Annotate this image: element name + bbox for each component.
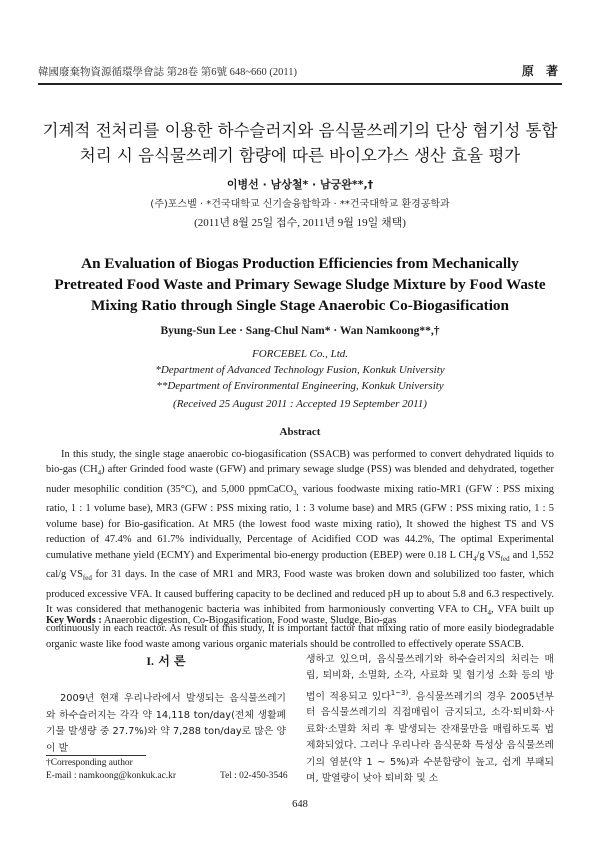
header-rule <box>38 83 562 85</box>
keywords <box>46 615 554 626</box>
section-title: 서 론 <box>154 654 186 668</box>
citation-ref: 1~3) <box>390 688 409 697</box>
affiliation-line: FORCEBEL Co., Ltd. <box>251 348 349 360</box>
section-number: I. <box>146 654 155 668</box>
korean-title-line: 기계적 전처리를 이용한 하수슬러지와 음식물쓰레기의 단상 혐기성 통합 <box>42 121 558 140</box>
korean-title-line: 처리 시 음식물쓰레기 함량에 따른 바이오가스 생산 효율 평가 <box>79 146 521 165</box>
footnote-rule <box>46 755 146 756</box>
korean-affiliations: (주)포스벨 · *건국대학교 신기술융합학과 · **건국대학교 환경공학과 <box>150 199 450 210</box>
abstract-heading: Abstract <box>279 426 321 438</box>
body-text: . 음식물쓰레기의 경우 2005년부터 음식물쓰레기의 직접매립이 금지되고, 소각·퇴비화·사료화·소멸화 처리 후 발생되는 잔재물만을 매립하도록 법제화되었다. 그러나 우리나라 음식문화 특성상 음식물쓰레기의 염분(약 1 ~ 5%)과 수분함량이 높고, 쉽게 부패되며, 발열량이 낮아 퇴비화 및 소 <box>306 691 554 785</box>
journal-citation: 韓國廢棄物資源循環學會誌 第28卷 第6號 648~660 (2011) <box>38 67 298 78</box>
subscript: 3, <box>293 488 299 497</box>
footnote-email: E-mail : namkoong@konkuk.ac.kr <box>46 771 176 781</box>
abstract-text: various foodwaste mixing ratio-MR1 (GFW : PSS mixing ratio, 1 : 1 volume base), MR3 (GFW : PSS mixing ratio, 1 : 3 volume base) and MR5 (GFW : PSS mixing ratio, 1 : 5 volume base) for Bio-gasification. At MR5 (the lowest food waste mixing ratio), It showed the highest TS and VS reduction of 47.4% and 61.7% individually, Percentage of Acidified COD was 44.2%, The optimal Experimental cumulative methane yield (ECMY) and Experimental bio-energy production (EBEP) were 0.18 L CH <box>46 483 554 561</box>
section-heading <box>46 652 286 669</box>
footnote <box>46 757 296 783</box>
abstract-text: and 1,552 cal/g VS <box>46 549 555 581</box>
body-text: 생하고 있으며, 음식물쓰레기와 하수슬러지의 처리는 매립, 퇴비화, 소멸화, 소각, 사료화 및 혐기성 소화 등의 방법이 적용되고 있다 <box>306 654 554 703</box>
abstract-text: , VFA built up continuously in each reactor. As result of this study, It is important factor that mixing ratio of more easily biodegradable organic waste like food waste among various organic materials should be controlled to effectively operate SSACB. <box>46 603 554 650</box>
english-title <box>30 253 570 316</box>
english-affiliations <box>30 346 570 394</box>
keywords-label: Key Words : <box>46 615 102 626</box>
korean-authors: 이병선 · 남상철* · 남궁완**,† <box>226 178 374 191</box>
running-header <box>38 62 562 80</box>
affiliation-line: **Department of Environmental Engineering, Konkuk University <box>156 380 444 392</box>
left-column <box>46 652 286 757</box>
affiliation-line: *Department of Advanced Technology Fusion, Konkuk University <box>155 364 445 376</box>
korean-dates: (2011년 8월 25일 접수, 2011년 9월 19일 채택) <box>194 217 406 229</box>
english-dates: (Received 25 August 2011 : Accepted 19 September 2011) <box>173 398 427 410</box>
keywords-text: Anaerobic digestion, Co-Biogasification, Food waste, Sludge, Bio-gas <box>101 615 397 626</box>
right-column <box>306 652 554 788</box>
english-authors: Byung-Sun Lee · Sang-Chul Nam* · Wan Namkoong**,† <box>160 325 440 337</box>
english-title-line: Pretreated Food Waste and Primary Sewage Sludge Mixture by Food Waste <box>54 276 546 293</box>
korean-title <box>30 118 570 168</box>
subscript: fed <box>500 554 510 563</box>
footnote-line: †Corresponding author <box>46 758 133 768</box>
english-title-line: Mixing Ratio through Single Stage Anaerobic Co-Biogasification <box>91 297 509 314</box>
body-paragraph: 2009년 현재 우리나라에서 발생되는 음식물쓰레기와 하수슬러지는 각각 약 14,118 ton/day(전체 생활폐기물 발생량 중 27.7%)와 약 7,288 ton/day로 많은 양이 발 <box>46 693 286 754</box>
abstract-text: ) after Grinded food waste (GFW) and primary sewage sludge (PSS) was blended and dehydrated, together nuder mesophilic condition (35°C), and 5,000 ppmCaCO <box>46 464 554 495</box>
abstract-text: /g VS <box>476 549 501 561</box>
subscript: 4 <box>97 469 102 478</box>
page-number: 648 <box>292 799 308 810</box>
english-title-line: An Evaluation of Biogas Production Efficiencies from Mechanically <box>81 255 519 272</box>
abstract-text: for 31 days. In the case of MR1 and MR3, Food waste was broken down and solubilized too faster, which produced excessive VFA. It caused buffering capacity to be declined and reduced pH up to about 5.8 and 6.3 respectively. It was considered that methanogenic bacteria was inhibited from harmoniously converting VFA to CH <box>46 569 555 615</box>
subscript: 4 <box>487 609 492 618</box>
subscript: 4 <box>472 554 477 563</box>
footnote-tel: Tel : 02-450-3546 <box>220 771 288 781</box>
article-type-label: 原 著 <box>521 64 562 78</box>
abstract-text: In this study, the single stage anaerobic co-biogasification (SSACB) was performed to convert dehydrated liquids to bio-gas (CH <box>46 449 554 476</box>
subscript: fed <box>82 574 92 583</box>
